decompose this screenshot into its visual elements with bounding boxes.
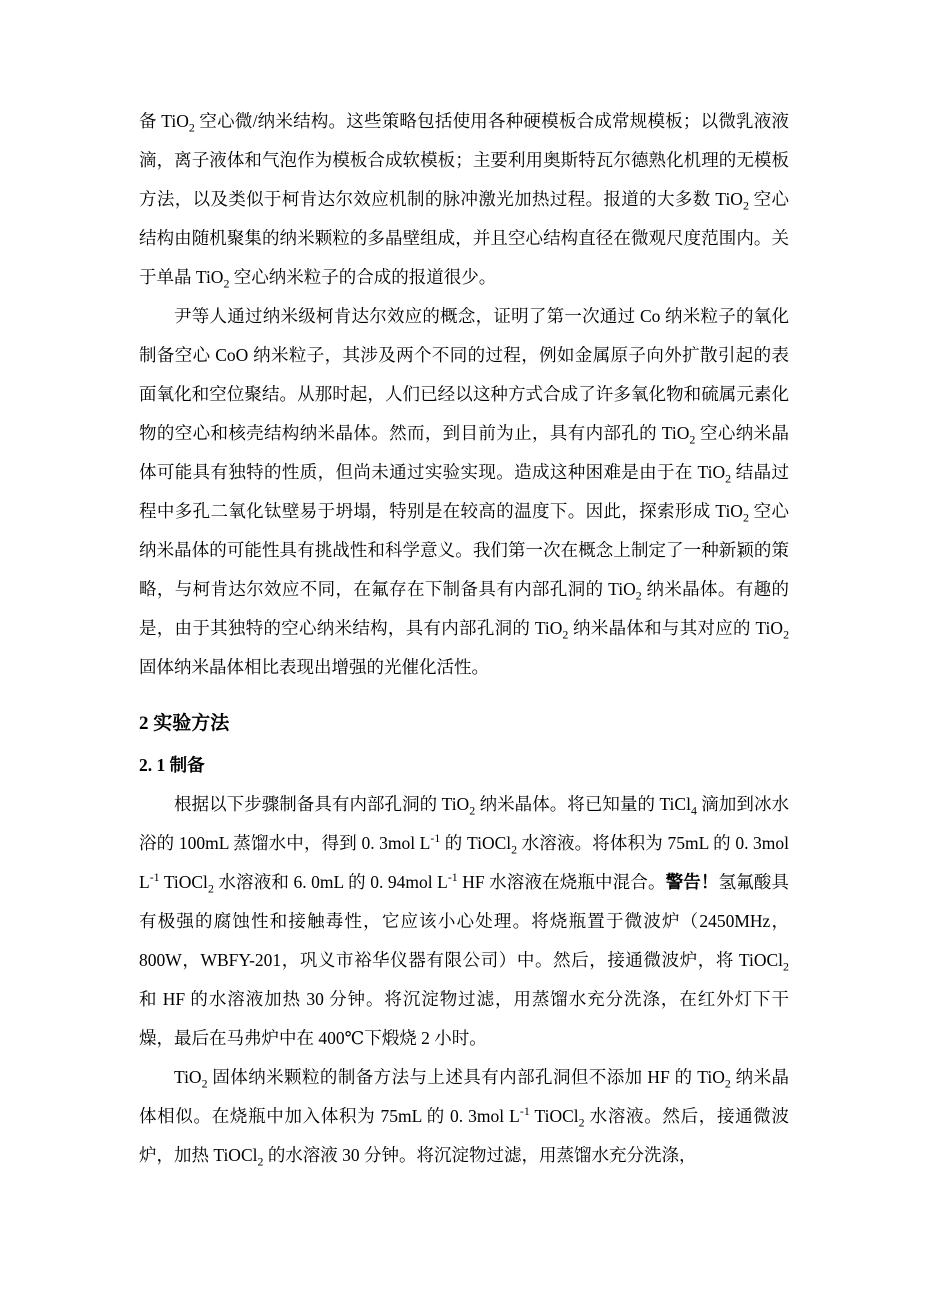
paragraph: 尹等人通过纳米级柯肯达尔效应的概念，证明了第一次通过 Co 纳米粒子的氧化制备空心 CoO 纳米粒子，其涉及两个不同的过程，例如金属原子向外扩散引起的表面氧化和空位聚结。从那时起，人们已经以这种方式合成了许多氧化物和硫属元素化物的空心和核壳结构纳米晶体。然而，到目前为止，具有内部孔的 TiO$_2$ 空心纳米晶体可能具有独特的性质，但尚未通过实验实现。造成这种困难是由于在 TiO$_2$ 结晶过程中多孔二氧化钛壁易于坍塌，特别是在较高的温度下。因此，探索形成 TiO$_2$ 空心纳米晶体的可能性具有挑战性和科学意义。我们第一次在概念上制定了一种新颖的策略，与柯肯达尔效应不同，在氟存在下制备具有内部孔洞的 TiO$_2$ 纳米晶体。有趣的是，由于其独特的空心纳米结构，具有内部孔洞的 TiO$_2$ 纳米晶体和与其对应的 TiO$_2$ 固体纳米晶体相比表现出增强的光催化活性。	[139, 306, 790, 677]
section-heading: 2 实验方法	[139, 713, 230, 734]
paragraph: 备 TiO$_2$ 空心微/纳米结构。这些策略包括使用各种硬模板合成常规模板；以微乳液液滴，离子液体和气泡作为模板合成软模板；主要利用奥斯特瓦尔德熟化机理的无模板方法，以及类似于柯肯达尔效应机制的脉冲激光加热过程。报道的大多数 TiO$_2$ 空心结构由随机聚集的纳米颗粒的多晶壁组成，并且空心结构直径在微观尺度范围内。关于单晶 TiO$_2$ 空心纳米粒子的合成的报道很少。	[139, 111, 790, 291]
document-content	[139, 102, 789, 1175]
paragraph: TiO$_2$ 固体纳米颗粒的制备方法与上述具有内部孔洞但不添加 HF 的 TiO$_2$ 纳米晶体相似。在烧瓶中加入体积为 75mL 的 0. 3mol $L^{-1}$ TiOCl$_2$ 水溶液。然后，接通微波炉，加热 TiOCl$_2$ 的水溶液 30 分钟。将沉淀物过滤，用蒸馏水充分洗涤，	[139, 1067, 790, 1169]
paragraph: 根据以下步骤制备具有内部孔洞的 TiO$_2$ 纳米晶体。将已知量的 TiCl$_4$ 滴加到冰水浴的 100mL 蒸馏水中，得到 0. 3mol $L^{-1}$ 的 TiOCl$_2$ 水溶液。将体积为 75mL 的 0. 3mol $L^{-1}$ TiOCl$_2$ 水溶液和 6. 0mL 的 0. 94mol $L^{-1}$ HF 水溶液在烧瓶中混合。警告！氢氟酸具有极强的腐蚀性和接触毒性，它应该小心处理。将烧瓶置于微波炉（2450MHz，800W，WBFY-201，巩义市裕华仪器有限公司）中。然后，接通微波炉，将 TiOCl$_2$ 和 HF 的水溶液加热 30 分钟。将沉淀物过滤，用蒸馏水充分洗涤，在红外灯下干燥，最后在马弗炉中在 400℃下煅烧 2 小时。	[139, 794, 790, 1048]
subsection-heading: 2. 1 制备	[139, 755, 205, 775]
